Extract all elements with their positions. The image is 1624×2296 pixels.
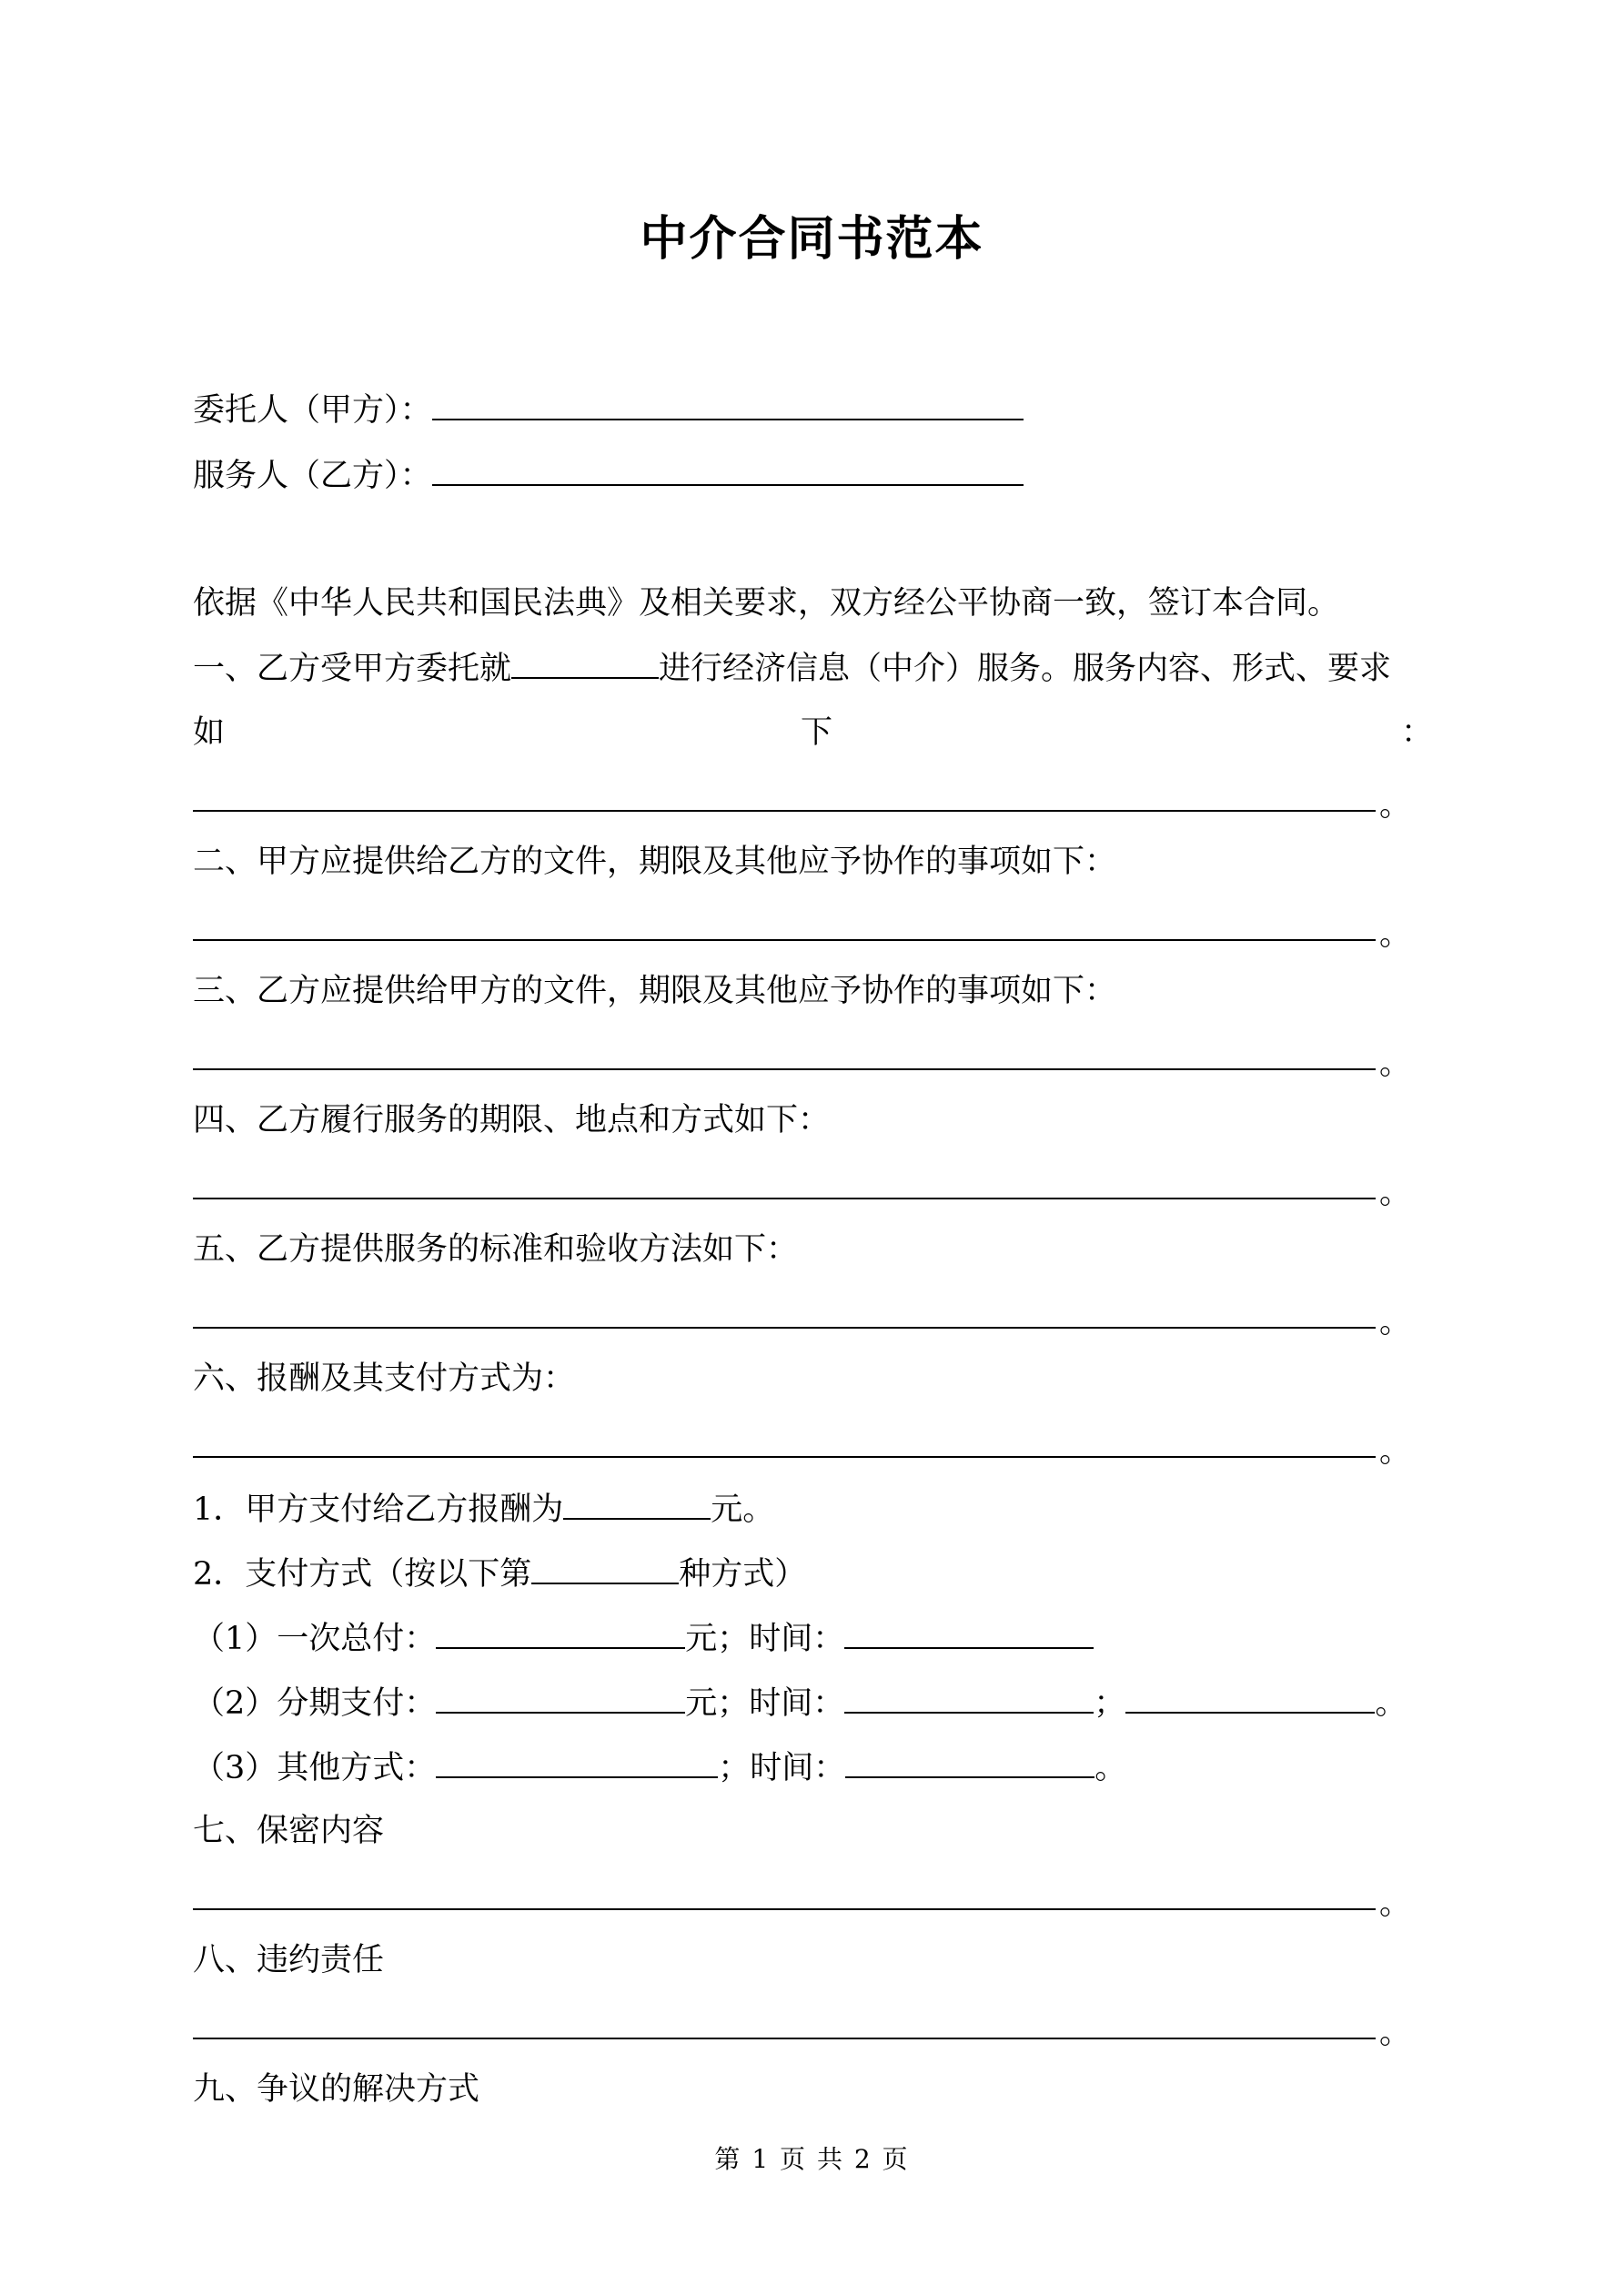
other-method-blank — [436, 1744, 718, 1778]
payment-amount-prefix: 1．甲方支付给乙方报酬为 — [193, 1492, 564, 1528]
intro-text: 依据《中华人民共和国民法典》及相关要求，双方经公平协商一致，签订本合同。 — [193, 585, 1340, 622]
installment-line — [193, 1679, 1407, 1726]
clause5-text: 五、乙方提供服务的标准和验收方法如下： — [193, 1231, 799, 1268]
installment-amount-blank — [436, 1679, 685, 1714]
clause1-cont-1: 如 — [193, 714, 226, 751]
provider-line — [193, 451, 1024, 499]
clause2-fill-line — [193, 939, 1376, 941]
clause7-end: 。 — [1379, 1886, 1412, 1922]
other-method-end: 。 — [1094, 1750, 1127, 1786]
client-line — [193, 386, 1024, 433]
lump-sum-unit: 元；时间： — [685, 1621, 845, 1657]
payment-method-blank — [531, 1550, 679, 1584]
clause6-end: 。 — [1379, 1433, 1412, 1470]
other-method-line — [193, 1744, 1126, 1791]
clause5-end: 。 — [1379, 1304, 1412, 1340]
lump-sum-line — [193, 1614, 1094, 1662]
clause7-text: 七、保密内容 — [193, 1813, 385, 1849]
lump-sum-amount-blank — [436, 1614, 685, 1649]
installment-end: 。 — [1375, 1685, 1407, 1722]
clause1-blank — [511, 644, 659, 679]
clause8-end: 。 — [1379, 2015, 1412, 2051]
installment-unit: 元；时间： — [685, 1685, 845, 1722]
clause2-text: 二、甲方应提供给乙方的文件，期限及其他应予协作的事项如下： — [193, 844, 1117, 880]
payment-method-line — [193, 1550, 806, 1597]
clause1-line — [193, 644, 1391, 692]
installment-time-blank-2 — [1125, 1679, 1375, 1714]
payment-amount-suffix: 元。 — [711, 1492, 775, 1528]
clause2-end: 。 — [1379, 916, 1412, 953]
clause9-text: 九、争议的解决方式 — [193, 2071, 480, 2108]
clause1-end: 。 — [1379, 787, 1412, 824]
installment-time-blank-1 — [844, 1679, 1094, 1714]
clause3-end: 。 — [1379, 1046, 1412, 1082]
clause1-suffix: 进行经济信息（中介）服务。服务内容、形式、要求 — [659, 651, 1392, 687]
document-title: 中介合同书范本 — [640, 211, 984, 267]
payment-amount-line — [193, 1485, 774, 1532]
provider-blank — [432, 451, 1024, 486]
lump-sum-time-blank — [844, 1614, 1094, 1649]
clause8-text: 八、违约责任 — [193, 1942, 385, 1978]
clause1-prefix: 一、乙方受甲方委托就 — [193, 651, 512, 687]
clause4-text: 四、乙方履行服务的期限、地点和方式如下： — [193, 1102, 831, 1138]
clause1-cont-2: 下 — [801, 714, 833, 751]
payment-amount-blank — [563, 1485, 711, 1520]
clause5-fill-line — [193, 1327, 1376, 1329]
clause7-fill-line — [193, 1908, 1376, 1910]
clause4-end: 。 — [1379, 1175, 1412, 1211]
installment-label: （2）分期支付： — [193, 1685, 437, 1722]
page-footer: 第 1 页 共 2 页 — [714, 2144, 910, 2174]
provider-label: 服务人（乙方）： — [193, 458, 432, 494]
client-blank — [432, 386, 1024, 420]
other-method-time-blank — [845, 1744, 1094, 1778]
client-label: 委托人（甲方）： — [193, 392, 432, 429]
payment-method-prefix: 2．支付方式（按以下第 — [193, 1556, 532, 1593]
other-method-label: （3）其他方式： — [193, 1750, 437, 1786]
payment-method-suffix: 种方式） — [679, 1556, 807, 1593]
clause4-fill-line — [193, 1198, 1376, 1199]
clause3-fill-line — [193, 1068, 1376, 1070]
clause1-fill-line — [193, 810, 1376, 812]
installment-sep: ； — [1094, 1685, 1126, 1722]
clause1-cont-3: ： — [1401, 714, 1434, 751]
other-method-time: ；时间： — [718, 1750, 846, 1786]
clause6-text: 六、报酬及其支付方式为： — [193, 1360, 576, 1397]
lump-sum-label: （1）一次总付： — [193, 1621, 437, 1657]
clause8-fill-line — [193, 2038, 1376, 2039]
clause3-text: 三、乙方应提供给甲方的文件，期限及其他应予协作的事项如下： — [193, 973, 1117, 1009]
clause6-fill-line — [193, 1456, 1376, 1458]
